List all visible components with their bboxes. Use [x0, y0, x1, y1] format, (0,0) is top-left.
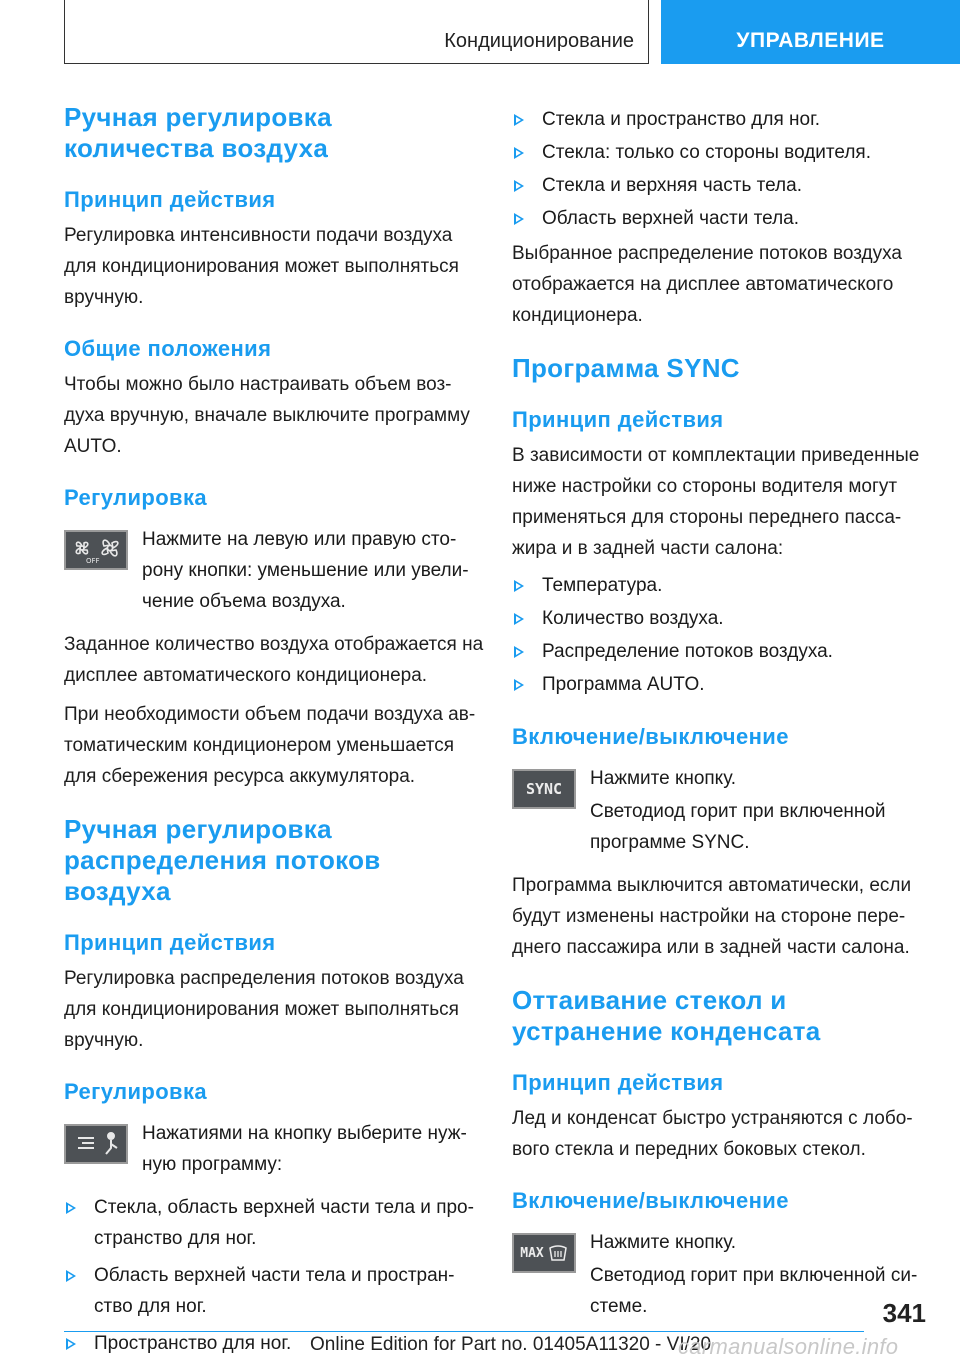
triangle-bullet-icon	[514, 679, 524, 691]
button-description: Светодиод горит при включенной системе.	[590, 1265, 918, 1317]
button-description: Светодиод горит при включенной программе SYNC.	[590, 801, 886, 853]
subheading-principle: Принцип действия	[512, 407, 724, 432]
edition-note: Online Edition for Part no. 01405A11320 - VI/20	[310, 1334, 712, 1355]
button-description: Нажмите кнопку.	[590, 1232, 737, 1253]
distribution-program-list-cont	[512, 104, 932, 234]
subheading-principle: Принцип действия	[64, 187, 276, 212]
paragraph: Регулировка интенсивности подачи воздуха для кондиционирования может выполняться вручную.	[64, 225, 459, 308]
section-tab[interactable]: УПРАВЛЕНИЕ	[661, 0, 960, 64]
paragraph: Чтобы можно было настраивать объем воздуха вручную, вначале выключите программу AUTO.	[64, 374, 470, 457]
triangle-bullet-icon	[514, 646, 524, 658]
air-distribution-icon	[66, 1126, 126, 1162]
subheading-on-off: Включение/выключение	[512, 724, 789, 749]
sync-settings-list	[512, 570, 932, 700]
max-button-label: MAX	[520, 1245, 544, 1261]
paragraph: Лед и конденсат быстро устраняются с лобового стекла и передних боковых стекол.	[512, 1108, 913, 1160]
list-item: Распределение потоков воздуха.	[512, 636, 932, 667]
page-number: 341	[882, 1298, 926, 1328]
triangle-bullet-icon	[514, 114, 524, 126]
left-column	[64, 102, 484, 1360]
right-column	[512, 104, 932, 1322]
fan-speed-button-image	[64, 530, 128, 570]
sync-button-image	[512, 769, 576, 809]
subheading-general: Общие положения	[64, 336, 272, 361]
list-item: Количество воздуха.	[512, 603, 932, 634]
paragraph: Выбранное распределение потоков воздуха отображается на дисплее автоматического кондиционера.	[512, 243, 902, 326]
svg-text:OFF: OFF	[86, 557, 100, 565]
triangle-bullet-icon	[514, 147, 524, 159]
watermark: carmanualsonline.info	[678, 1334, 899, 1359]
button-description: Нажмите кнопку.	[590, 768, 737, 789]
heading-manual-air-volume: Ручная регулировка количества воздуха	[64, 102, 332, 163]
subheading-adjust: Регулировка	[64, 1079, 208, 1104]
triangle-bullet-icon	[66, 1338, 76, 1350]
chapter-title: Кондиционирование	[444, 30, 634, 52]
triangle-bullet-icon	[514, 180, 524, 192]
header-frame	[64, 0, 649, 64]
paragraph: В зависимости от комплектации приведенные ниже настройки со стороны водителя могут применяться для стороны переднего пассажира и в задней части салона:	[512, 445, 920, 559]
subheading-adjust: Регулировка	[64, 485, 208, 510]
list-item: Программа AUTO.	[512, 669, 932, 700]
button-description: Нажмите на левую или правую сторону кнопки: уменьшение или увеличение объема воздуха.	[142, 529, 469, 612]
defrost-icon	[548, 1244, 568, 1262]
sync-button-row	[512, 763, 932, 858]
triangle-bullet-icon	[514, 580, 524, 592]
list-item: Пространство для ног.	[64, 1328, 484, 1359]
heading-defrost: Оттаивание стекол и устранение конденсата	[512, 985, 821, 1046]
max-defrost-button-row	[512, 1227, 932, 1322]
max-defrost-button-image	[512, 1233, 576, 1273]
list-item: Стекла: только со стороны водителя.	[512, 137, 932, 168]
paragraph: Программа выключится автоматически, если будут изменены настройки на стороне переднего пассажира или в задней части салона.	[512, 875, 912, 958]
subheading-principle: Принцип действия	[512, 1070, 724, 1095]
subheading-on-off: Включение/выключение	[512, 1188, 789, 1213]
fan-off-icon	[66, 532, 126, 568]
list-item: Температура.	[512, 570, 932, 601]
button-description: Нажатиями на кнопку выберите нужную программу:	[142, 1123, 467, 1175]
paragraph: При необходимости объем подачи воздуха автоматическим кондиционером уменьшается для сбережения ресурса аккумулятора.	[64, 704, 476, 787]
fan-button-row	[64, 524, 484, 617]
distribution-button-row	[64, 1118, 484, 1180]
list-item: Стекла и верхняя часть тела.	[512, 170, 932, 201]
paragraph: Регулировка распределения потоков воздуха для кондиционирования может выполняться вручную.	[64, 968, 464, 1051]
footer-divider	[64, 1331, 864, 1332]
triangle-bullet-icon	[66, 1202, 76, 1214]
list-item: Область верхней части тела и пространство для ног.	[64, 1260, 484, 1322]
sync-button-label: SYNC	[525, 780, 563, 798]
air-distribution-button-image	[64, 1124, 128, 1164]
list-item: Стекла и пространство для ног.	[512, 104, 932, 135]
triangle-bullet-icon	[514, 613, 524, 625]
paragraph: Заданное количество воздуха отображается на дисплее автоматического кондиционера.	[64, 634, 484, 686]
heading-manual-air-distribution: Ручная регулировка распределения потоков воздуха	[64, 814, 381, 906]
triangle-bullet-icon	[66, 1270, 76, 1282]
heading-sync-program: Программа SYNC	[512, 353, 740, 383]
list-item: Область верхней части тела.	[512, 203, 932, 234]
list-item: Стекла, область верхней части тела и пространство для ног.	[64, 1192, 484, 1254]
triangle-bullet-icon	[514, 213, 524, 225]
subheading-principle: Принцип действия	[64, 930, 276, 955]
